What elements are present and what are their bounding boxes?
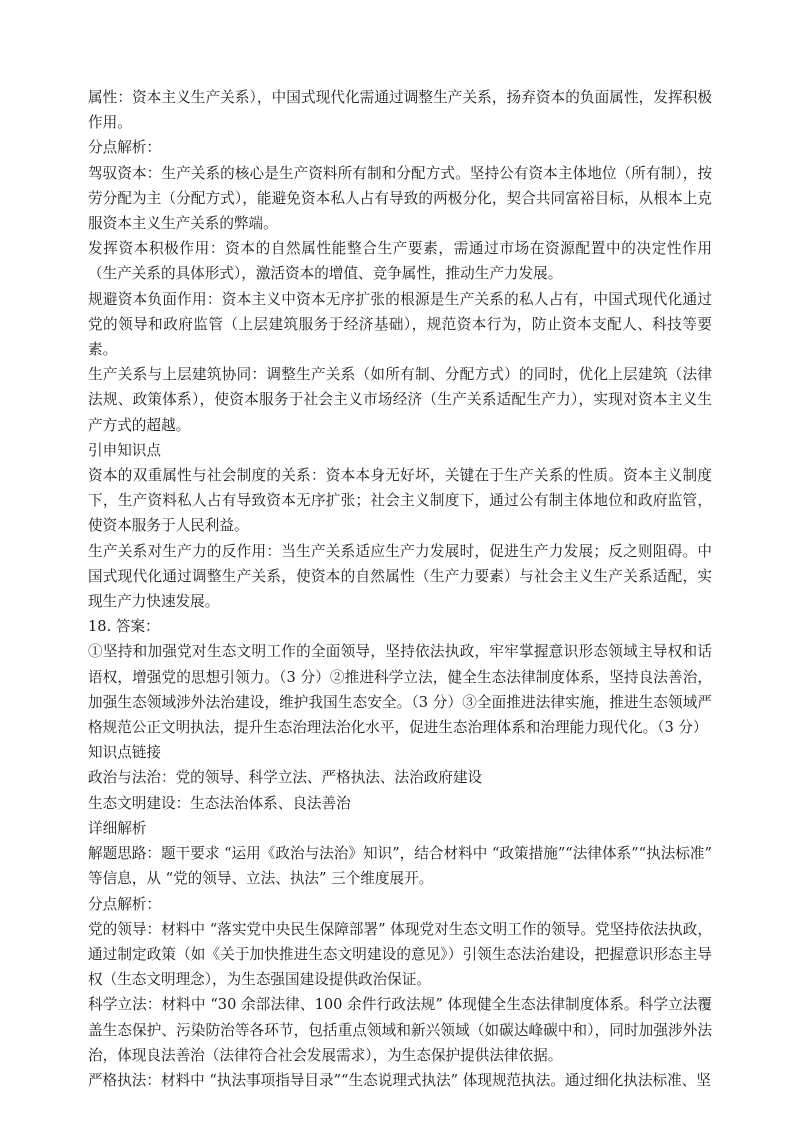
subheading-point-analysis: 分点解析： [88,139,161,157]
paragraph-1: 属性：资本主义生产关系），中国式现代化需通过调整生产关系，扬弃资本的负面属性，发挥积极作用。 [88,89,712,132]
paragraph-positive-role: 发挥资本积极作用：资本的自然属性能整合生产要素，需通过市场在资源配置中的决定性作用（生产关系的具体形式），激活资本的增值、竞争属性，推动生产力发展。 [88,240,712,283]
heading-detailed-analysis: 详细解析 [88,819,147,837]
subheading-point-analysis-2: 分点解析： [88,895,161,913]
paragraph-approach: 解题思路：题干要求 “运用《政治与法治》知识”，结合材料中 “政策措施”“法律体系”“执法标准” 等信息，从 “党的领导、立法、执法” 三个维度展开。 [88,845,712,888]
heading-knowledge-link: 知识点链接 [88,744,161,762]
paragraph-avoid-negative: 规避资本负面作用：资本主义中资本无序扩张的根源是生产关系的私人占有，中国式现代化通过党的领导和政府监管（上层建筑服务于经济基础），规范资本行为，防止资本支配人、科技等要素。 [88,290,712,359]
paragraph-party-leadership: 党的领导：材料中 “落实党中央民生保障部署” 体现党对生态文明工作的领导。党坚持依法执政，通过制定政策（如《关于加快推进生态文明建设的意见》）引领生态法治建设，把握意识形态主导权（生态文明理念），为生态强国建设提供政治保证。 [88,920,712,989]
paragraph-reaction: 生产关系对生产力的反作用：当生产关系适应生产力发展时，促进生产力发展；反之则阻碍。中国式现代化通过调整生产关系，使资本的自然属性（生产力要素）与社会主义生产关系适配，实现生产力快速发展。 [88,542,712,611]
paragraph-politics-law: 政治与法治：党的领导、科学立法、严格执法、法治政府建设 [88,769,483,787]
paragraph-scientific-legislation: 科学立法：材料中 “30 余部法律、100 余件行政法规” 体现健全生态法律制度体系。科学立法覆盖生态保护、污染防治等各环节，包括重点领域和新兴领域（如碳达峰碳中和），同时加强涉外法治，体现良法善治（法律符合社会发展需求），为生态保护提供法律依据。 [88,996,712,1064]
paragraph-control-capital: 驾驭资本：生产关系的核心是生产资料所有制和分配方式。坚持公有资本主体地位（所有制），按劳分配为主（分配方式），能避免资本私人占有导致的两极分化，契合共同富裕目标，从根本上克服资本主义生产关系的弊端。 [88,164,712,233]
paragraph-superstructure: 生产关系与上层建筑协同：调整生产关系（如所有制、分配方式）的同时，优化上层建筑（法律法规、政策体系），使资本服务于社会主义市场经济（生产关系适配生产力），实现对资本主义生产方式的超越。 [88,366,712,434]
paragraph-answer-18: ①坚持和加强党对生态文明工作的全面领导，坚持依法执政，牢牢掌握意识形态领域主导权和话语权，增强党的思想引领力。（3 分）②推进科学立法，健全生态法律制度体系，坚持良法善治，加强生态领域涉外法治建设，维护我国生态安全。（3 分）③全面推进法律实施，推进生态领域严格规范公正文明执法，提升生态治理法治化水平，促进生态治理体系和治理能力现代化。（3 分） [88,643,712,737]
paragraph-dual-attribute: 资本的双重属性与社会制度的关系：资本本身无好坏，关键在于生产关系的性质。资本主义制度下，生产资料私人占有导致资本无序扩张；社会主义制度下，通过公有制主体地位和政府监管，使资本服务于人民利益。 [88,467,712,535]
heading-extended-knowledge: 引申知识点 [88,441,161,459]
heading-answer-18: 18. 答案： [88,618,160,636]
paragraph-ecology: 生态文明建设：生态法治体系、良法善治 [88,794,351,812]
paragraph-strict-enforcement: 严格执法：材料中 “执法事项指导目录”“生态说理式执法” 体现规范执法。通过细化执法标准、坚 [88,1071,711,1089]
